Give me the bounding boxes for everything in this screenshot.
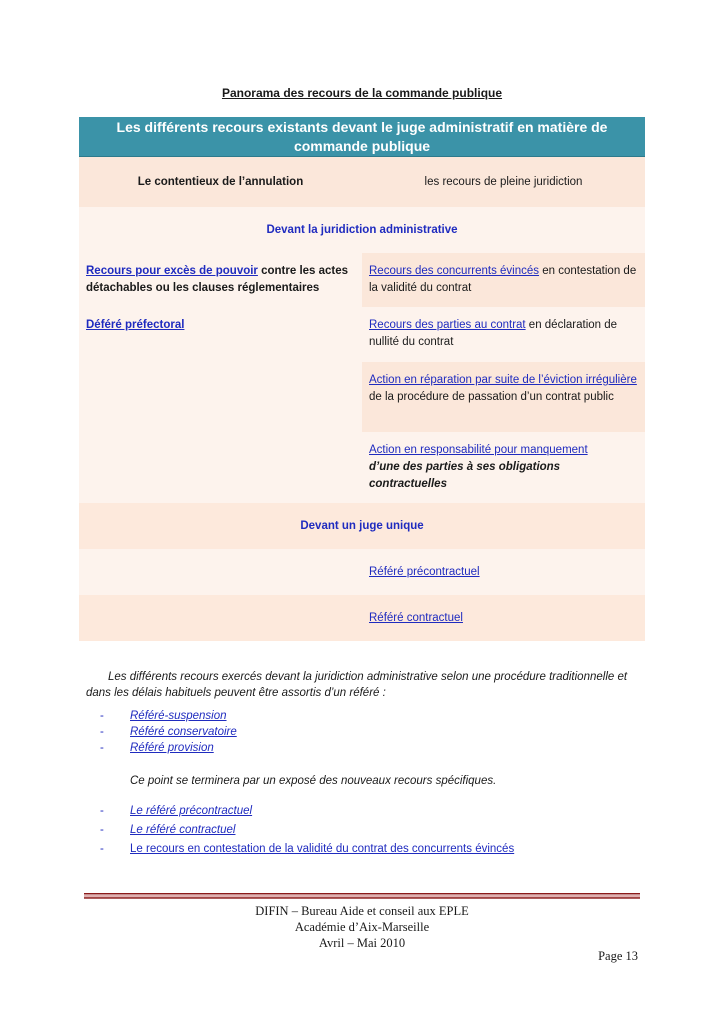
recours-exces-pouvoir-link[interactable]: Recours pour excès de pouvoir [86, 265, 258, 277]
action-responsabilite-link[interactable]: Action en responsabilité pour manquement [369, 444, 588, 456]
table-header [79, 117, 645, 157]
page-footer [0, 903, 724, 951]
refere-precontractuel-link[interactable]: Référé précontractuel [369, 565, 480, 578]
table-cell [362, 362, 645, 432]
recours-parties-contrat-link[interactable]: Recours des parties au contrat [369, 319, 526, 331]
page-number: Page 13 [598, 949, 638, 963]
refere-list [100, 710, 237, 758]
page-title: Panorama des recours de la commande publique [221, 86, 503, 100]
table-cell [79, 307, 362, 341]
refere-suspension-link[interactable]: Référé-suspension [130, 710, 227, 722]
defere-prefectoral-link[interactable]: Déféré préfectoral [86, 319, 185, 331]
table-row [79, 549, 645, 595]
table-cell [79, 565, 362, 579]
table-row [79, 207, 645, 253]
list-item [100, 843, 514, 862]
table-cell [362, 307, 645, 362]
recours-concurrents-evinces-text: en contestation de la validité du contrat [369, 265, 637, 294]
recours-table [79, 117, 645, 641]
table-cell [79, 253, 362, 307]
section-juge-unique: Devant un juge unique [300, 519, 424, 532]
list-bullet: - [100, 742, 104, 754]
footer-line-2: Académie d’Aix-Marseille [294, 920, 430, 934]
table-body [79, 253, 645, 503]
column-header-annulation: Le contentieux de l’annulation [137, 175, 304, 188]
footer-line-1: DIFIN – Bureau Aide et conseil aux EPLE [255, 904, 469, 918]
le-refere-contractuel-link[interactable]: Le référé contractuel [130, 824, 236, 836]
table-cell [362, 432, 645, 503]
table-cell [362, 557, 645, 588]
nouveaux-recours-list [100, 805, 514, 862]
table-row [79, 157, 645, 207]
footer-divider [84, 893, 640, 899]
recours-contestation-link[interactable]: Le recours en contestation de la validité du contrat des concurrents évincés [130, 843, 515, 855]
list-item [100, 805, 514, 824]
left-column [79, 253, 362, 503]
section-juridiction-administrative: Devant la juridiction administrative [266, 223, 458, 236]
recours-concurrents-evinces-link[interactable]: Recours des concurrents évincés [369, 265, 540, 277]
list-item [100, 710, 237, 726]
refere-provision-link[interactable]: Référé provision [130, 742, 214, 754]
table-row [79, 503, 645, 549]
list-item [100, 824, 514, 843]
action-responsabilite-text: d’une des parties à ses obligations contractuelles [369, 461, 561, 490]
recours-parties-contrat-text: en déclaration de nullité du contrat [369, 319, 618, 348]
list-bullet: - [100, 824, 104, 836]
recours-exces-pouvoir-text: contre les actes détachables ou les clauses réglementaires [86, 265, 349, 294]
list-bullet: - [100, 710, 104, 722]
table-row [79, 595, 645, 641]
table-header-text: Les différents recours existants devant le juge administratif en matière de commande publique [116, 118, 608, 154]
intro-paragraph: Les différents recours exercés devant la juridiction administrative selon une procédure traditionnelle et dans les délais habituels peuvent être assortis d’un référé : [86, 671, 628, 699]
action-reparation-text: de la procédure de passation d’un contrat public [369, 391, 614, 403]
list-bullet: - [100, 726, 104, 738]
refere-conservatoire-link[interactable]: Référé conservatoire [130, 726, 237, 738]
list-item [100, 742, 237, 758]
list-bullet: - [100, 843, 104, 855]
table-cell [79, 611, 362, 625]
list-bullet: - [100, 805, 104, 817]
table-cell [362, 603, 645, 634]
refere-contractuel-link[interactable]: Référé contractuel [369, 611, 463, 624]
right-column [362, 253, 645, 503]
table-cell [362, 253, 645, 307]
action-reparation-link[interactable]: Action en réparation par suite de l’éviction irrégulière [369, 374, 637, 386]
column-header-pleine-juridiction: les recours de pleine juridiction [424, 175, 583, 188]
transition-paragraph: Ce point se terminera par un exposé des nouveaux recours spécifiques. [130, 775, 497, 787]
footer-line-3: Avril – Mai 2010 [318, 936, 406, 950]
le-refere-precontractuel-link[interactable]: Le référé précontractuel [130, 805, 253, 817]
list-item [100, 726, 237, 742]
